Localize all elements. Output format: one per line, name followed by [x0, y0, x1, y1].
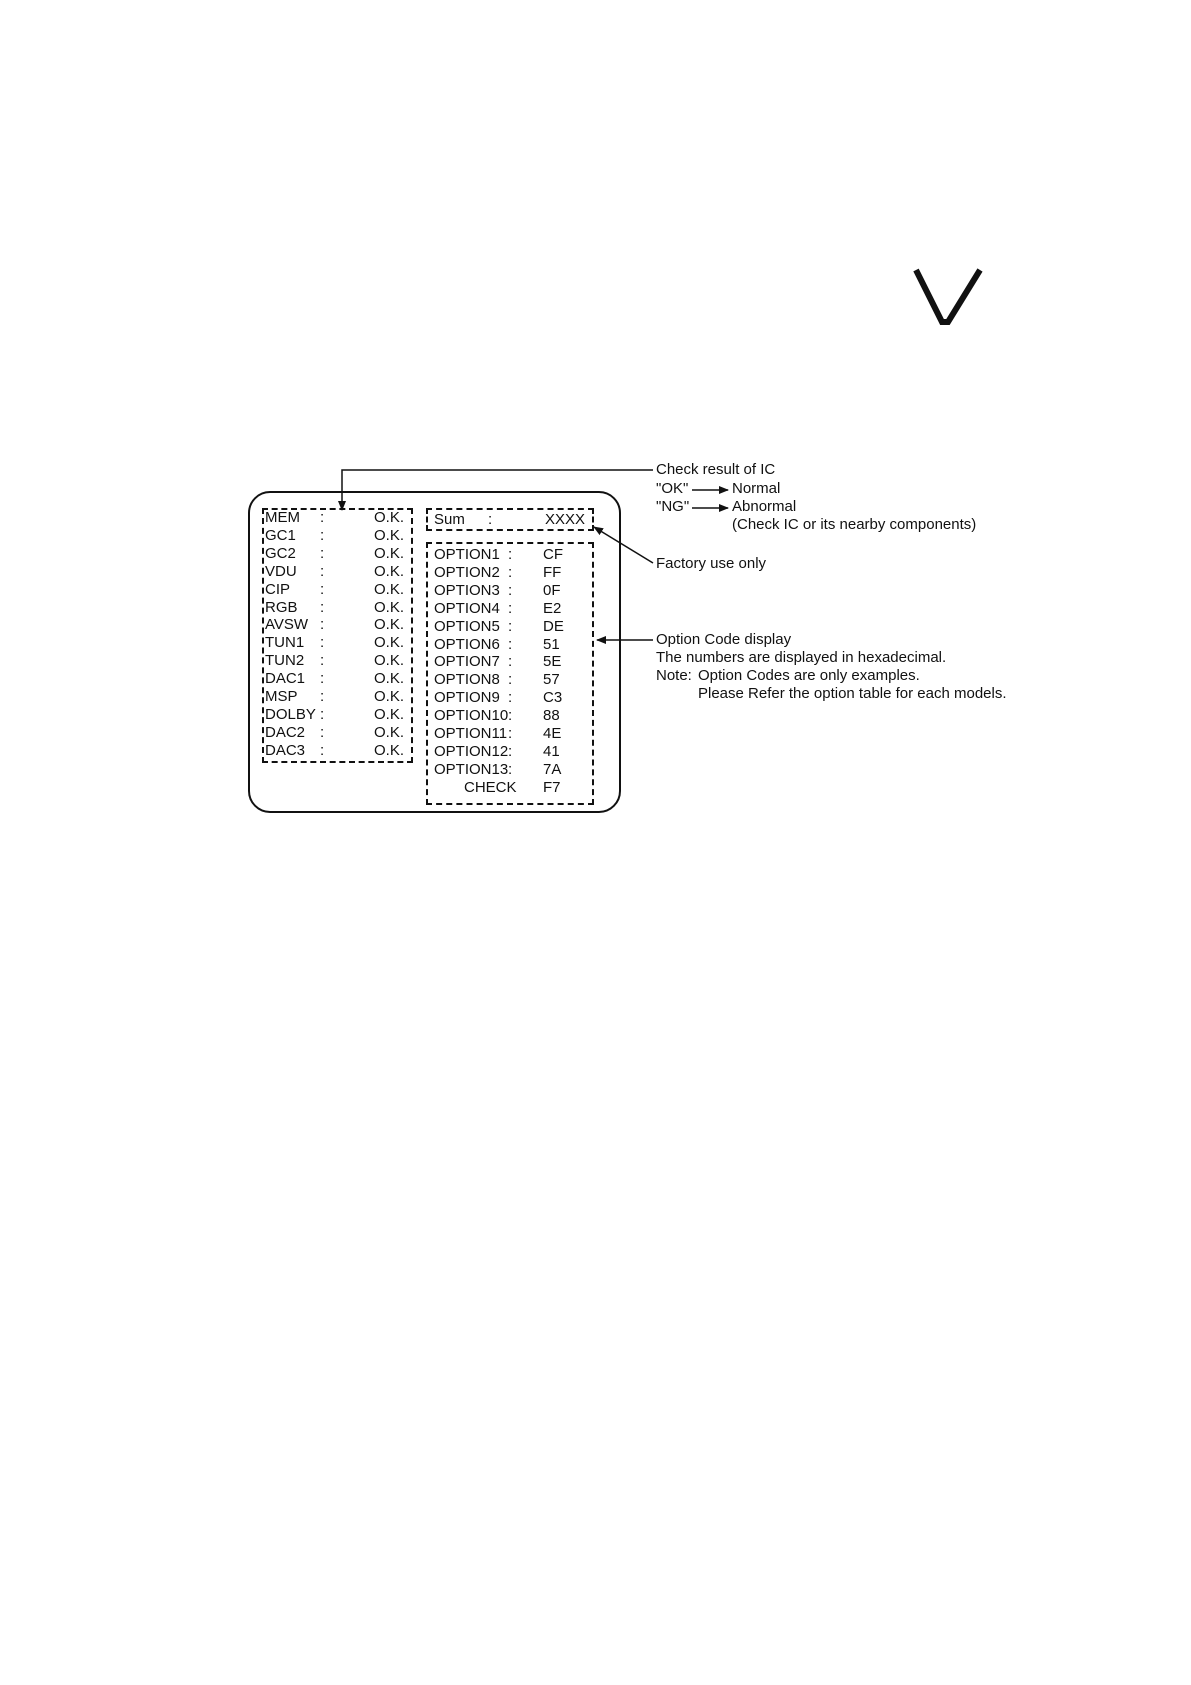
option-row-label: OPTION3: [434, 581, 500, 599]
ic-check-row-label: GC2: [265, 544, 296, 562]
option-row-colon: :: [508, 760, 513, 778]
ic-check-row-value: O.K.: [374, 670, 405, 688]
ic-check-row-value: O.K.: [374, 562, 405, 580]
ic-check-row-colon: :: [320, 705, 325, 723]
option-row-label: OPTION9: [434, 689, 500, 707]
ic-check-row-label: RGB: [265, 598, 298, 616]
option-row-colon: :: [508, 563, 513, 581]
option-row-colon: :: [508, 546, 513, 563]
ic-check-row-colon: :: [320, 598, 325, 616]
factory-leader: [594, 527, 653, 563]
option-row-value: 51: [543, 635, 560, 653]
ic-check-row-label: GC1: [265, 526, 296, 544]
ic-check-row-colon: :: [320, 509, 325, 526]
option-row-label: OPTION7: [434, 653, 500, 671]
option-check-value: F7: [543, 779, 561, 796]
option-row-value: DE: [543, 617, 564, 635]
factory-note: Factory use only: [656, 555, 767, 572]
option-row-value: E2: [543, 599, 562, 617]
option-note-label: Note:: [656, 667, 692, 684]
sum-colon: :: [488, 511, 493, 528]
option-code-title: Option Code display: [656, 631, 792, 648]
option-row-label: OPTION13: [434, 760, 509, 778]
ng-meaning: Abnormal: [732, 498, 797, 515]
option-row-colon: :: [508, 653, 513, 671]
ic-check-row-label: MSP: [265, 688, 298, 705]
ic-check-row-label: AVSW: [265, 616, 309, 634]
ok-meaning: Normal: [732, 480, 781, 497]
ic-check-row-value: O.K.: [374, 652, 405, 670]
option-row-value: 7A: [543, 760, 562, 778]
ng-code: "NG": [656, 498, 690, 515]
option-row-label: OPTION2: [434, 563, 500, 581]
ic-check-row-value: O.K.: [374, 598, 405, 616]
option-row-value: 5E: [543, 653, 562, 671]
option-row-value: CF: [543, 546, 563, 563]
ic-check-row-colon: :: [320, 562, 325, 580]
option-row-label: OPTION4: [434, 599, 500, 617]
option-row-colon: :: [508, 617, 513, 635]
option-row-colon: :: [508, 635, 513, 653]
option-row-label: OPTION6: [434, 635, 500, 653]
ic-check-row-colon: :: [320, 688, 325, 705]
ic-check-row-label: VDU: [265, 562, 297, 580]
option-check-label: CHECK: [464, 779, 517, 796]
ic-check-row-colon: :: [320, 723, 325, 741]
option-row-value: 0F: [543, 581, 561, 599]
check-result-title: Check result of IC: [656, 461, 776, 478]
ic-check-row-colon: :: [320, 652, 325, 670]
ic-check-row-value: O.K.: [374, 741, 405, 759]
option-row-colon: :: [508, 742, 513, 760]
option-row-colon: :: [508, 599, 513, 617]
ic-check-row-value: O.K.: [374, 705, 405, 723]
ic-check-row-colon: :: [320, 670, 325, 688]
ic-check-row-value: O.K.: [374, 544, 405, 562]
option-code-line1: The numbers are displayed in hexadecimal.: [656, 649, 947, 666]
option-row-value: 88: [543, 707, 560, 725]
ic-check-row-value: O.K.: [374, 526, 405, 544]
option-row-label: OPTION11: [434, 725, 508, 742]
option-note-line2: Please Refer the option table for each models.: [698, 685, 1007, 702]
ic-check-row-label: DAC2: [265, 723, 306, 741]
ic-check-row-value: O.K.: [374, 723, 405, 741]
option-row-label: OPTION1: [434, 546, 500, 563]
option-row-colon: :: [508, 671, 513, 689]
ic-check-row-colon: :: [320, 526, 325, 544]
ic-check-row-label: DAC1: [265, 670, 306, 688]
ic-check-row-label: MEM: [265, 509, 300, 526]
check-result-leader: [342, 470, 653, 510]
option-row-label: OPTION12: [434, 742, 509, 760]
ic-check-row-value: O.K.: [374, 616, 405, 634]
option-row-value: 57: [543, 671, 560, 689]
option-row-value: C3: [543, 689, 563, 707]
option-row-colon: :: [508, 581, 513, 599]
sum-value: XXXX: [545, 511, 586, 528]
option-row-label: OPTION5: [434, 617, 500, 635]
option-row-colon: :: [508, 707, 513, 725]
ic-check-row-colon: :: [320, 616, 325, 634]
ic-check-row-value: O.K.: [374, 580, 405, 598]
option-row-label: OPTION10: [434, 707, 509, 725]
ic-check-row-colon: :: [320, 741, 325, 759]
ic-check-row-colon: :: [320, 634, 325, 652]
ic-check-row-label: DAC3: [265, 741, 306, 759]
ic-check-row-value: O.K.: [374, 634, 405, 652]
sum-label: Sum: [434, 511, 465, 528]
ic-check-row-value: O.K.: [374, 509, 405, 526]
option-row-value: 4E: [543, 725, 562, 742]
option-row-colon: :: [508, 689, 513, 707]
ic-check-row-label: DOLBY: [265, 705, 316, 723]
ic-check-row-value: O.K.: [374, 688, 405, 705]
ic-check-row-colon: :: [320, 544, 325, 562]
ng-note: (Check IC or its nearby components): [732, 516, 977, 533]
option-row-label: OPTION8: [434, 671, 500, 689]
option-row-value: 41: [543, 742, 560, 760]
option-row-value: FF: [543, 563, 562, 581]
ic-check-row-colon: :: [320, 580, 325, 598]
option-note-text: Option Codes are only examples.: [698, 667, 920, 684]
option-row-colon: :: [508, 725, 513, 742]
ic-check-row-label: TUN2: [265, 652, 305, 670]
ic-check-row-label: CIP: [265, 580, 291, 598]
ic-check-row-label: TUN1: [265, 634, 305, 652]
ok-code: "OK": [656, 480, 689, 497]
